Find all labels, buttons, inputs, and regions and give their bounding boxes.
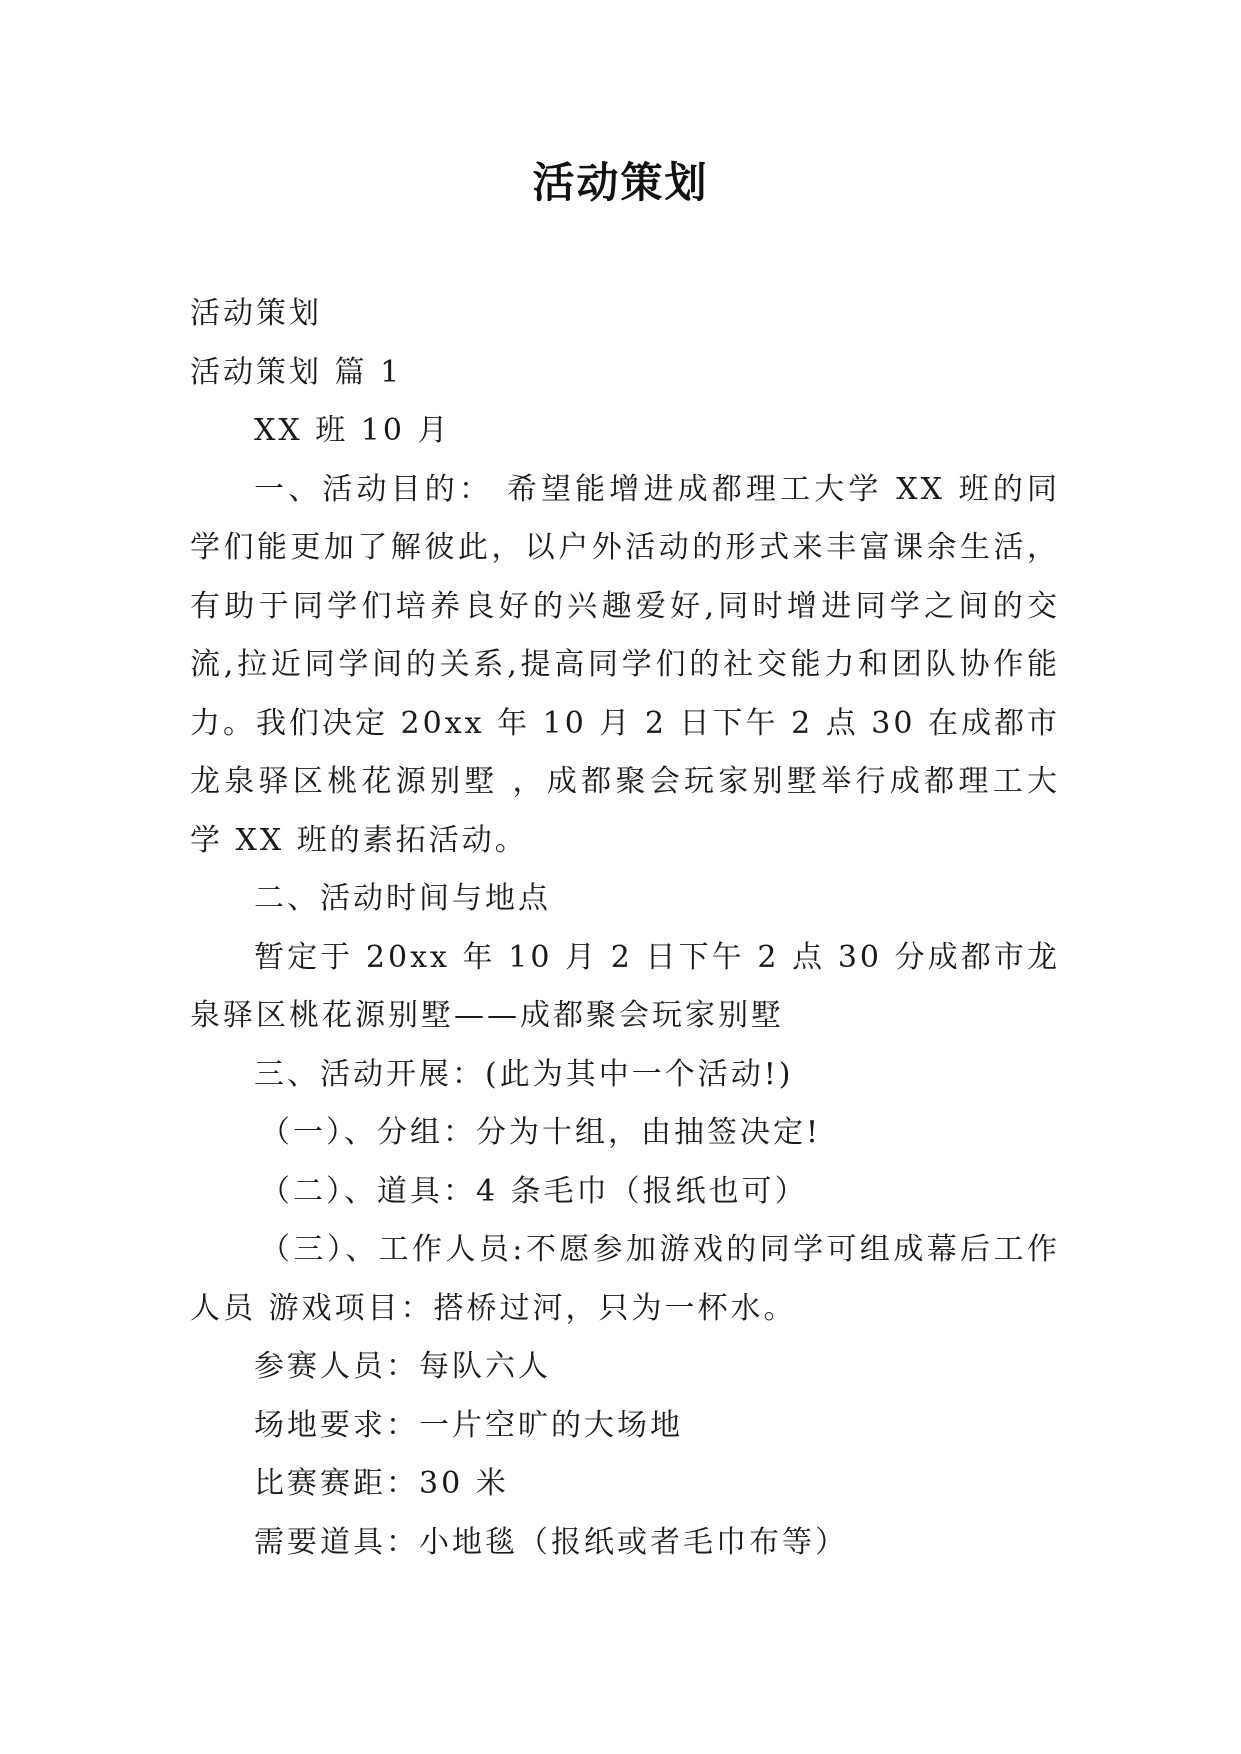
venue-line: 场地要求：一片空旷的大场地 bbox=[254, 1407, 683, 1443]
section-heading: 活动策划 篇 1 bbox=[190, 354, 403, 390]
props-item: （二）、道具：4 条毛巾（报纸也可） bbox=[260, 1173, 808, 1209]
time-place-paragraph: 暂定于 20xx 年 10 月 2 日下午 2 点 30 分成都市龙泉驿区桃花源别墅——成都聚会玩家别墅 bbox=[190, 939, 1060, 1033]
activity-heading: 三、活动开展：(此为其中一个活动!) bbox=[254, 1056, 794, 1092]
class-date-line: XX 班 10 月 bbox=[254, 413, 451, 448]
time-place-heading: 二、活动时间与地点 bbox=[254, 881, 551, 916]
purpose-paragraph: 一、活动目的： 希望能增进成都理工大学 XX 班的同学们能更加了解彼此，以户外活动的形式来丰富课余生活，有助于同学们培养良好的兴趣爱好,同时增进同学之间的交流,拉近同学间的关系,提高同学们的社交能力和团队协作能力。我们决定 20xx 年 10 月 2 日下午 2 点 30 在成都市龙泉驿区桃花源别墅 ，成都聚会玩家别墅举行成都理工大学 XX 班的素拓活动。 bbox=[190, 471, 1060, 858]
grouping-item: （一）、分组：分为十组，由抽签决定! bbox=[260, 1115, 822, 1150]
subtitle: 活动策划 bbox=[190, 296, 322, 331]
document-title: 活动策划 bbox=[532, 158, 709, 207]
participants-line: 参赛人员：每队六人 bbox=[254, 1349, 551, 1384]
distance-line: 比赛赛距：30 米 bbox=[254, 1466, 509, 1501]
staff-item: （三）、工作人员:不愿参加游戏的同学可组成幕后工作人员 游戏项目：搭桥过河，只为一杯水。 bbox=[190, 1232, 1060, 1326]
document-body bbox=[190, 285, 1060, 1572]
equipment-line: 需要道具：小地毯（报纸或者毛巾布等） bbox=[254, 1524, 848, 1560]
